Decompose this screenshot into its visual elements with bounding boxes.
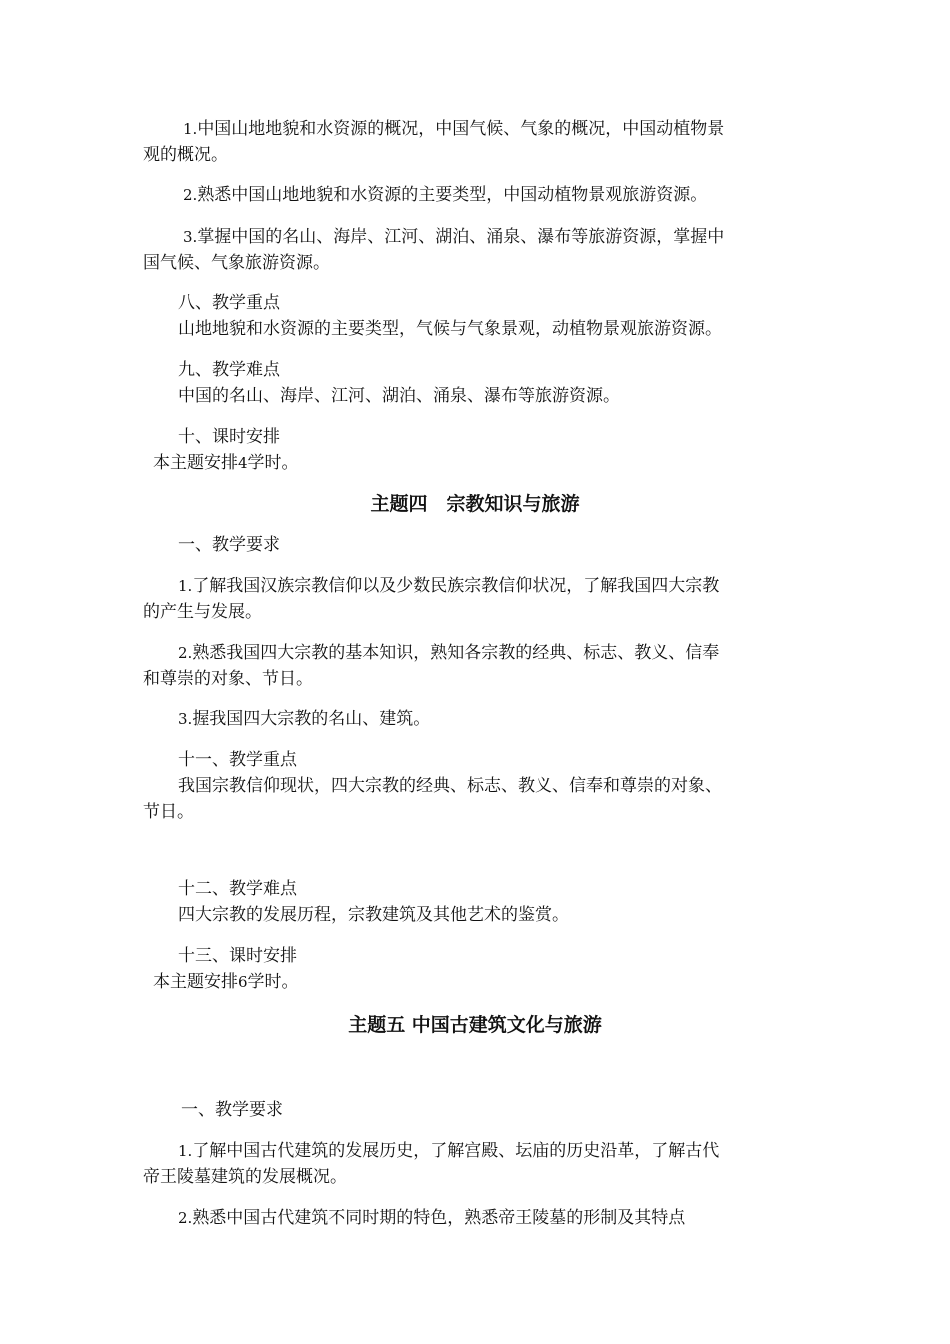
s4-key-line2: 节日。 [143,802,194,822]
s4-hours-text: 本主题安排6学时。 [153,972,299,992]
s4-req3: 3.握我国四大宗教的名山、建筑。 [178,709,431,729]
s4-req2-number: 2. [178,644,193,662]
s4-req2-line2: 和尊崇的对象、节日。 [143,669,313,689]
s3-req3-number: 3. [183,228,198,246]
s5-req2-number: 2. [178,1209,193,1227]
s3-req1-line1: 1.中国山地地貌和水资源的概况，中国气候、气象的概况，中国动植物景 [183,119,725,139]
s3-key-text: 山地地貌和水资源的主要类型，气候与气象景观，动植物景观旅游资源。 [178,319,722,339]
section5-title: 主题五 中国古建筑文化与旅游 [348,1014,602,1036]
s4-req-title: 一、教学要求 [178,535,280,555]
s3-key-title: 八、教学重点 [178,293,280,313]
s4-req2-line1: 2.熟悉我国四大宗教的基本知识，熟知各宗教的经典、标志、教义、信奉 [178,643,720,663]
s3-hours-text: 本主题安排4学时。 [153,453,299,473]
s4-req1-number: 1. [178,577,193,595]
s5-req1-line1: 1.了解中国古代建筑的发展历史，了解宫殿、坛庙的历史沿革，了解古代 [178,1141,720,1161]
s3-diff-title: 九、教学难点 [178,360,280,380]
s4-diff-title: 十二、教学难点 [178,879,297,899]
section4-title: 主题四 宗教知识与旅游 [370,493,580,515]
s4-req1-line2: 的产生与发展。 [143,602,262,622]
s4-hours-title: 十三、课时安排 [178,946,297,966]
s4-diff-text: 四大宗教的发展历程，宗教建筑及其他艺术的鉴赏。 [178,905,569,925]
s4-key-line1: 我国宗教信仰现状，四大宗教的经典、标志、教义、信奉和尊崇的对象、 [178,776,722,796]
s3-req3-line1: 3.掌握中国的名山、海岸、江河、湖泊、涌泉、瀑布等旅游资源，掌握中 [183,227,725,247]
s3-req1-line2: 观的概况。 [143,145,228,165]
s3-req2-number: 2. [183,186,198,204]
s3-diff-text: 中国的名山、海岸、江河、湖泊、涌泉、瀑布等旅游资源。 [178,386,620,406]
s5-req1-number: 1. [178,1142,193,1160]
s3-hours-title: 十、课时安排 [178,427,280,447]
s4-req1-line1: 1.了解我国汉族宗教信仰以及少数民族宗教信仰状况，了解我国四大宗教 [178,576,720,596]
s3-req2: 2.熟悉中国山地地貌和水资源的主要类型，中国动植物景观旅游资源。 [183,185,708,205]
s4-key-title: 十一、教学重点 [178,750,297,770]
s3-hours-number: 4 [238,454,248,472]
s4-hours-number: 6 [238,973,248,991]
s5-req1-line2: 帝王陵墓建筑的发展概况。 [143,1167,347,1187]
s4-req3-number: 3. [178,710,193,728]
s5-req-title: 一、教学要求 [181,1100,283,1120]
s5-req2: 2.熟悉中国古代建筑不同时期的特色，熟悉帝王陵墓的形制及其特点 [178,1208,686,1228]
s3-req1-number: 1. [183,120,198,138]
s3-req3-line2: 国气候、气象旅游资源。 [143,253,330,273]
